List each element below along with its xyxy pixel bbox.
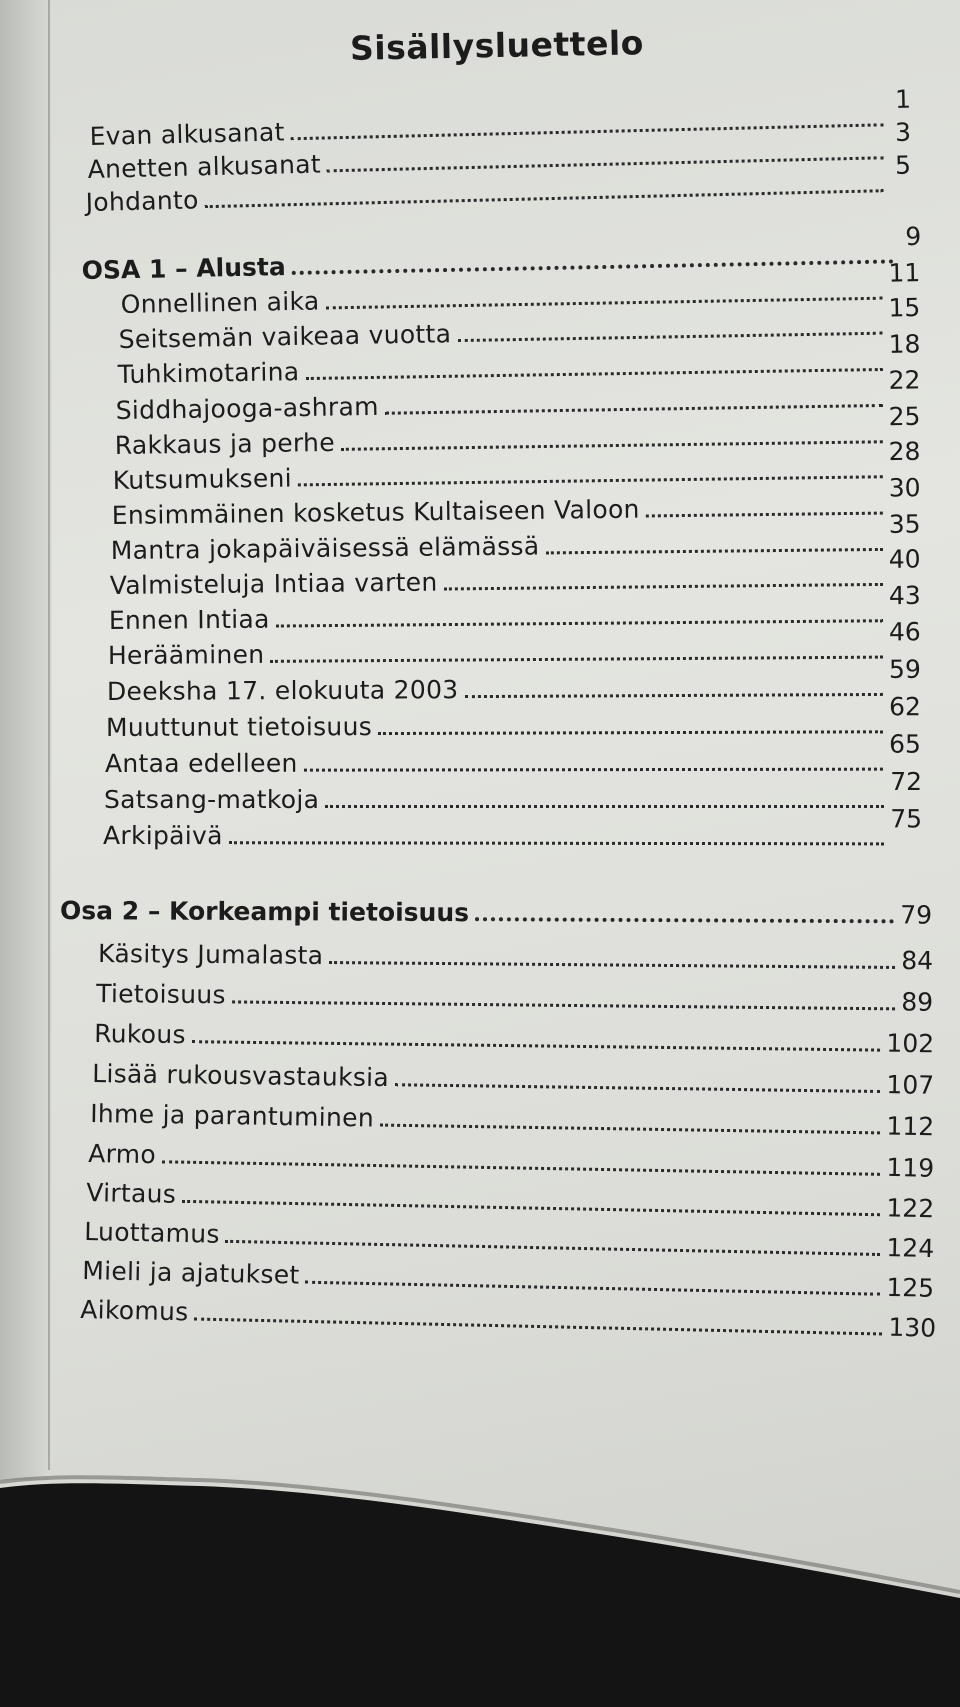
- toc-entry-label: Onnellinen aika: [120, 286, 320, 320]
- shadow-shape: [0, 1483, 960, 1707]
- toc-entry-label: Herääminen: [107, 639, 265, 670]
- toc-entry-page: 43: [888, 580, 921, 611]
- toc-entry-page: 125: [886, 1272, 935, 1303]
- toc-entry-label: Ensimmäinen kosketus Kultaiseen Valoon: [111, 494, 640, 531]
- toc-entry-label: Ennen Intiaa: [108, 604, 270, 636]
- toc-entry-page: 5: [894, 150, 912, 180]
- toc-entry-page: 124: [886, 1233, 935, 1264]
- toc-entry-label: Satsang-matkoja: [104, 785, 320, 814]
- toc-entry-page: 28: [888, 436, 921, 467]
- toc-part-page: 9: [905, 221, 922, 252]
- toc-entry-label: Muuttunut tietoisuus: [105, 712, 373, 742]
- toc-entry-label: Mieli ja ajatukset: [82, 1256, 300, 1290]
- toc-entry-page: 25: [888, 401, 921, 432]
- toc-entry-page: 119: [886, 1152, 935, 1183]
- toc-entry-label: Kutsumukseni: [112, 463, 293, 496]
- toc-entry-label: Rakkaus ja perhe: [114, 427, 336, 461]
- toc-entry-label: Anetten alkusanat: [87, 149, 322, 185]
- toc-entry-page: 130: [888, 1312, 937, 1343]
- toc-entry-page: 122: [886, 1193, 935, 1224]
- toc-entry-page: 22: [888, 365, 921, 395]
- toc-entry-page: 35: [888, 509, 921, 539]
- toc-entry-label: Johdanto: [85, 185, 199, 218]
- toc-entry-label: Käsitys Jumalasta: [98, 939, 324, 970]
- toc-entry-label: Arkipäivä: [103, 821, 223, 851]
- toc-entry-page: 112: [886, 1111, 935, 1142]
- toc-entry-page: 72: [890, 767, 922, 796]
- toc-entry-page: 107: [886, 1070, 935, 1100]
- toc-entry-page: 3: [894, 117, 912, 147]
- toc-entry-page: 18: [888, 329, 921, 359]
- toc-entry-page: 75: [890, 804, 923, 834]
- toc-entry-label: Valmisteluja Intiaa varten: [109, 567, 438, 601]
- toc-entry-label: Mantra jokapäiväisessä elämässä: [110, 531, 540, 566]
- toc-entry-page: 30: [888, 473, 921, 503]
- toc-entry-page: 46: [888, 617, 921, 647]
- toc-entry-page: 1: [894, 84, 912, 115]
- toc-entry-label: Seitsemän vaikeaa vuotta: [118, 319, 452, 355]
- toc-entry-label: Virtaus: [86, 1178, 177, 1209]
- toc-entry-label: Tuhkimotarina: [117, 357, 300, 390]
- toc-entry-label: Antaa edelleen: [104, 748, 298, 778]
- toc-entry-page: 15: [888, 293, 921, 323]
- toc-part-label: Osa 2 – Korkeampi tietoisuus: [60, 896, 470, 928]
- toc-entry-label: Deeksha 17. elokuuta 2003: [106, 675, 459, 706]
- toc-entry-page: 84: [901, 946, 934, 976]
- toc-part-label: OSA 1 – Alusta: [81, 252, 286, 286]
- toc-entry-page: 89: [901, 987, 934, 1017]
- toc-entry-page: 40: [888, 544, 921, 574]
- toc-entry-page: 11: [888, 258, 921, 288]
- toc-entry-page: 59: [888, 654, 921, 684]
- toc-entry-page: 102: [886, 1028, 935, 1059]
- toc-entry-label: Evan alkusanat: [89, 117, 285, 152]
- toc-entry-label: Aikomus: [80, 1295, 189, 1327]
- page-title: Sisällysluettelo: [349, 23, 645, 68]
- toc-entry-label: Luottamus: [84, 1217, 221, 1249]
- toc-entry-label: Ihme ja parantuminen: [90, 1099, 375, 1133]
- toc-entry-label: Armo: [88, 1139, 157, 1170]
- toc-entry-label: Rukous: [94, 1019, 187, 1050]
- toc-entry-page: 62: [889, 692, 921, 722]
- toc-entry-label: Siddhajooga-ashram: [115, 391, 379, 426]
- toc-entry-label: Lisää rukousvastauksia: [92, 1059, 390, 1093]
- toc-entry-page: 65: [889, 729, 921, 759]
- toc-part-page: 79: [900, 900, 933, 930]
- toc-entry-label: Tietoisuus: [96, 979, 226, 1010]
